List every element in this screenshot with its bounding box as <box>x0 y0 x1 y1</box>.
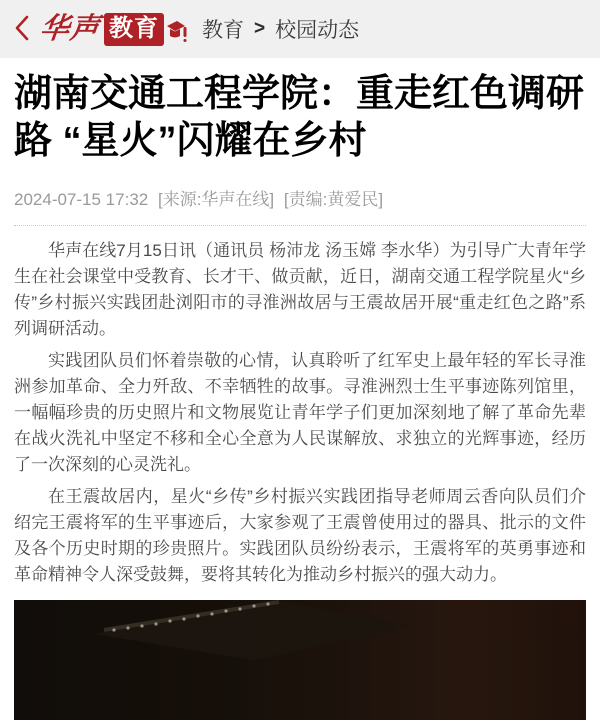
article-paragraph: 华声在线7月15日讯（通讯员 杨沛龙 汤玉嫦 李水华）为引导广大青年学生在社会课堂中受教育、长才干、做贡献，近日，湖南交通工程学院星火“乡传”乡村振兴实践团赴浏阳市的寻淮洲故居与王震故居开展“重走红色之路”系列调研活动。 <box>14 241 586 338</box>
article-meta <box>14 185 586 210</box>
back-chevron-icon <box>14 14 30 45</box>
article-body <box>0 226 600 588</box>
logo-brand-text: 华声 <box>38 12 102 45</box>
article-main <box>0 71 600 720</box>
publish-time: 2024-07-15 17:32 <box>14 190 149 209</box>
logo-channel-badge: 教育 <box>104 13 164 46</box>
article-photo <box>14 600 586 720</box>
breadcrumb <box>202 14 359 44</box>
article-paragraph: 实践团队员们怀着崇敬的心情，认真聆听了红军史上最年轻的军长寻淮洲参加革命、全力歼敌、不幸牺牲的故事。寻淮洲烈士生平事迹陈列馆里，一幅幅珍贵的历史照片和文物展览让青年学子们更加深刻地了解了革命先辈在战火洗礼中坚定不移和全心全意为人民谋解放、求独立的光辉事迹，经历了一次深刻的心灵洗礼。 <box>14 351 586 474</box>
article-title: 湖南交通工程学院：重走红色调研路 “星火”闪耀在乡村 <box>14 73 585 162</box>
article-editor: [责编:黄爱民] <box>283 190 384 209</box>
breadcrumb-separator: > <box>254 18 266 39</box>
breadcrumb-section-link[interactable]: 校园动态 <box>275 19 360 42</box>
app-header <box>0 0 600 58</box>
huasheng-education-logo[interactable] <box>40 11 188 48</box>
article-source: [来源:华声在线] <box>157 190 275 209</box>
back-button[interactable] <box>14 14 32 44</box>
breadcrumb-channel-link[interactable]: 教育 <box>202 19 245 42</box>
graduation-cap-icon <box>166 19 188 48</box>
article-paragraph: 在王震故居内，星火“乡传”乡村振兴实践团指导老师周云香向队员们介绍完王震将军的生平事迹后，大家参观了王震曾使用过的器具、批示的文件及各个历史时期的珍贵照片。实践团队员纷纷表示，王震将军的英勇事迹和革命精神令人深受鼓舞，要将其转化为推动乡村振兴的强大动力。 <box>14 487 586 584</box>
